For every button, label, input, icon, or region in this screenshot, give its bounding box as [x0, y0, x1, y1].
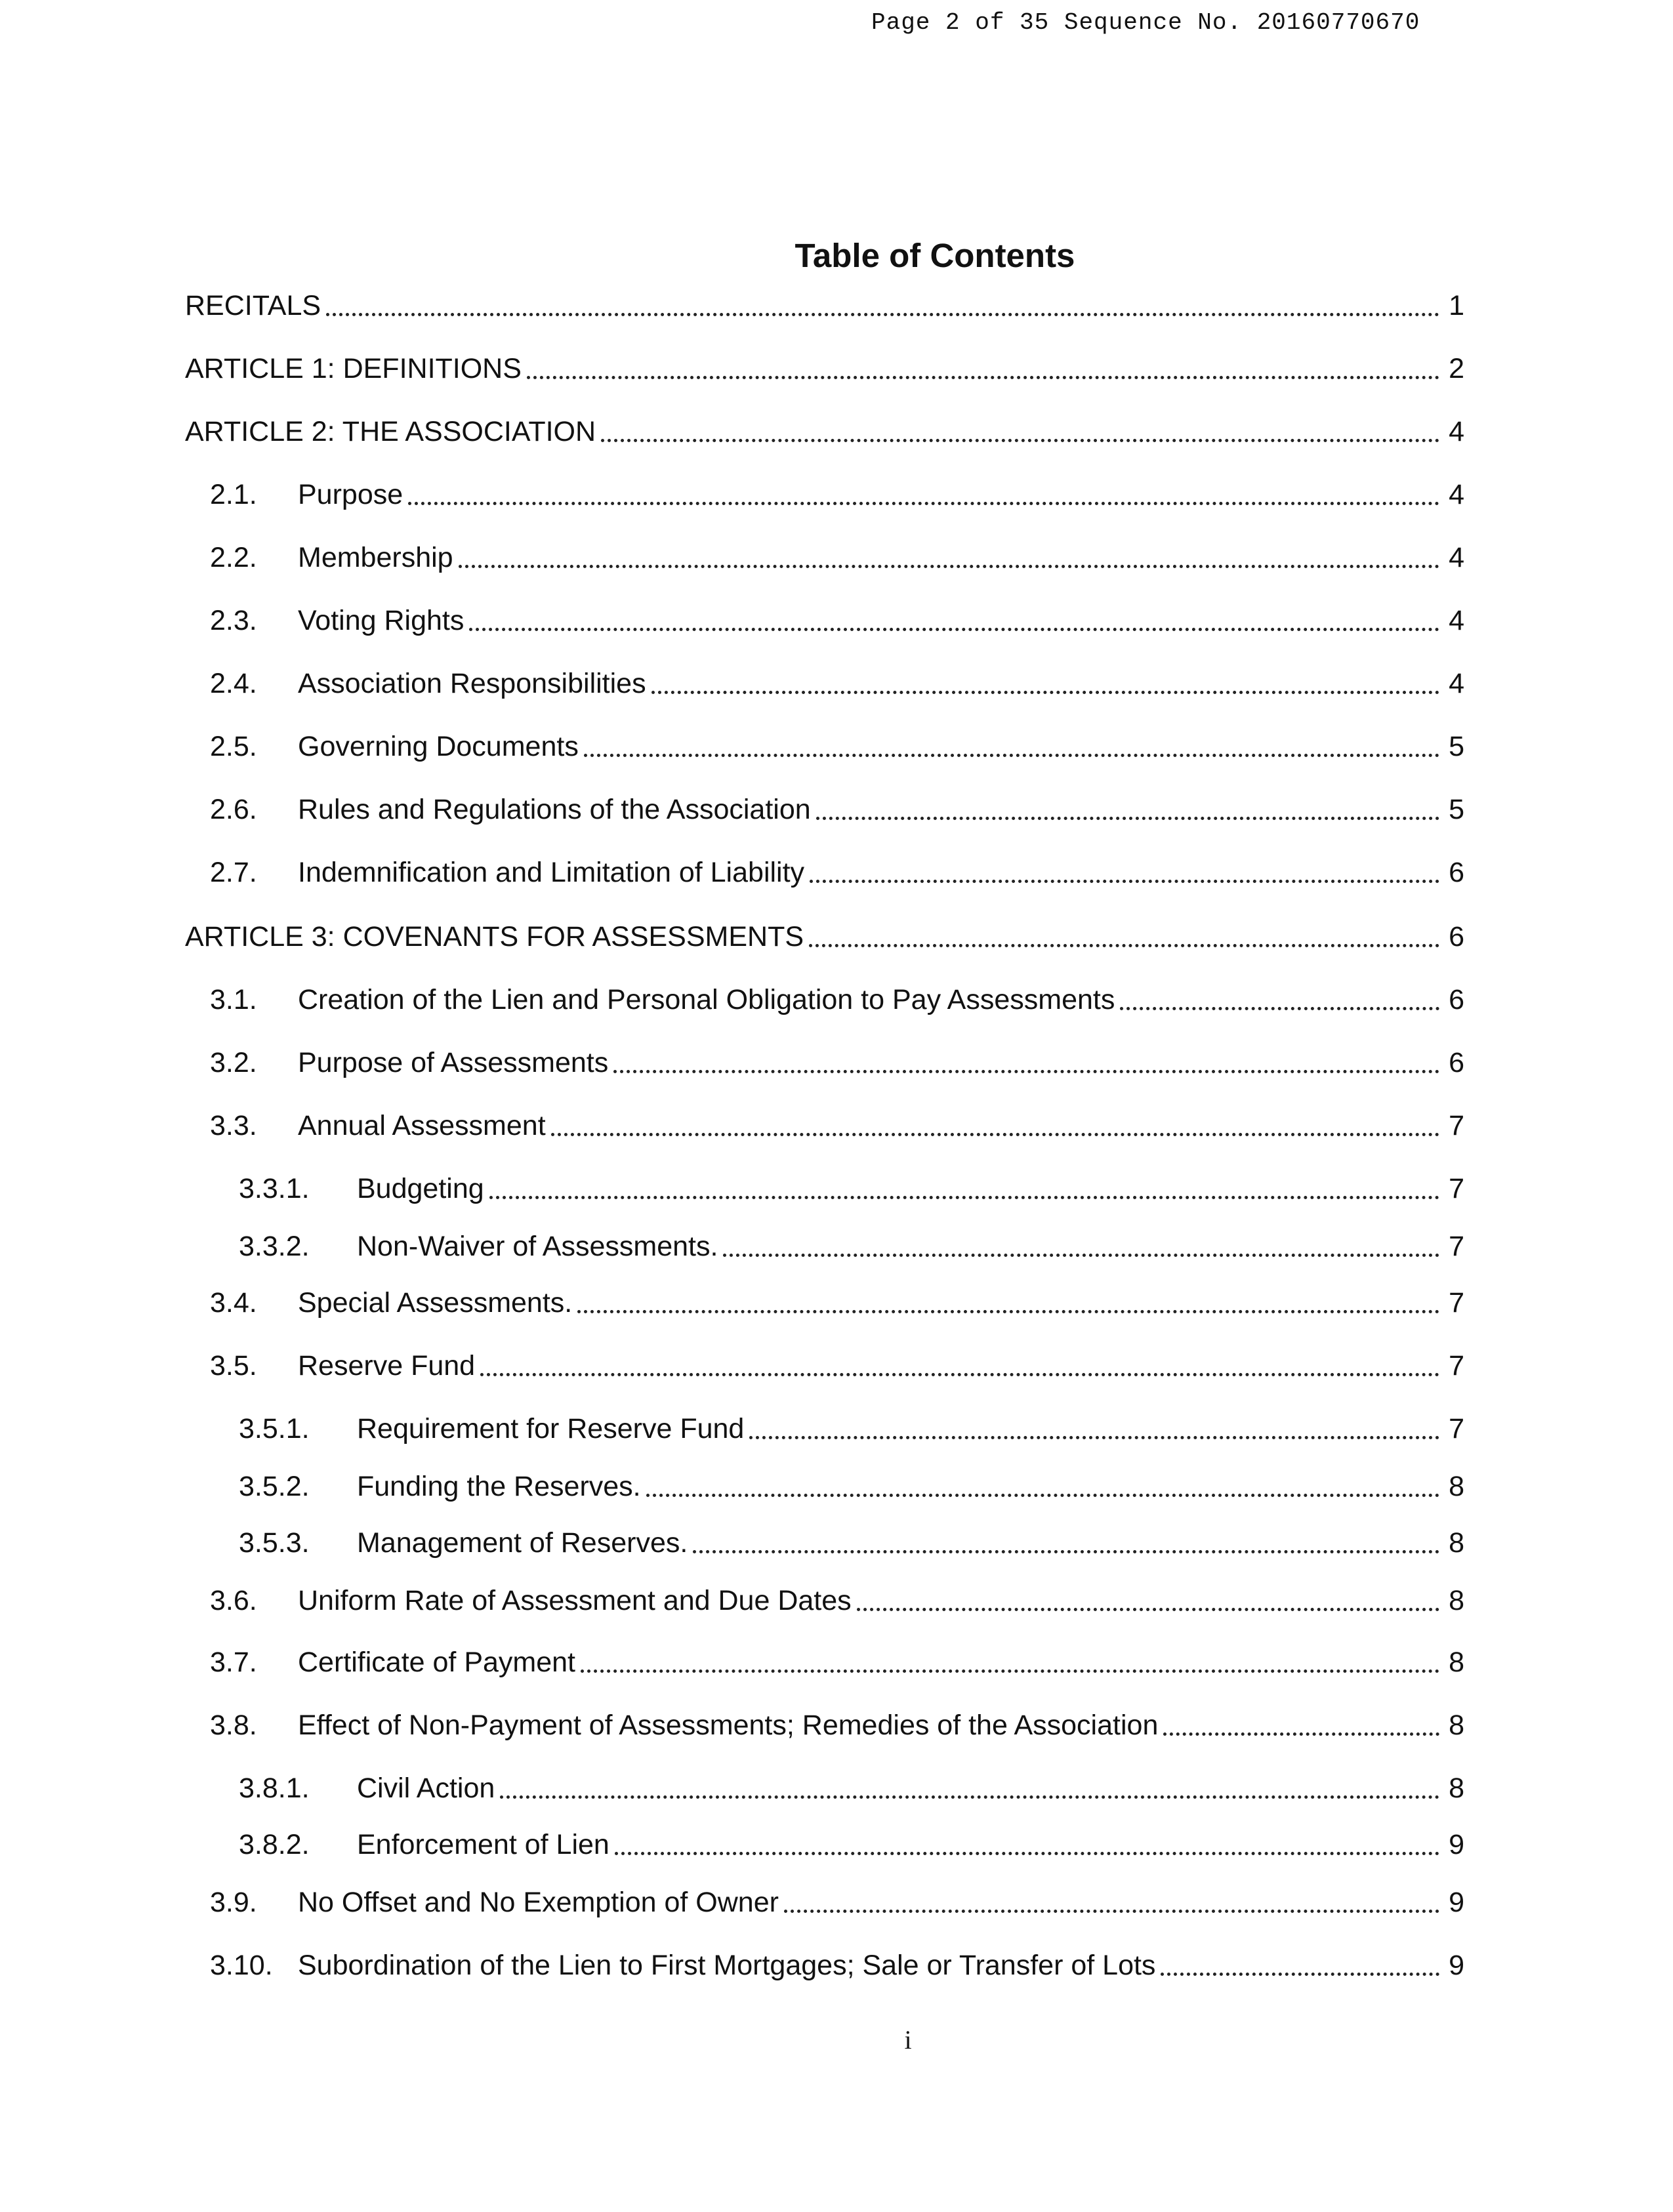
dot-leader	[480, 1373, 1439, 1376]
dot-leader	[601, 439, 1439, 442]
toc-entry-page: 9	[1449, 1887, 1464, 1918]
toc-entry-page: 8	[1449, 1471, 1464, 1502]
toc-entry[interactable]	[185, 407, 1464, 446]
toc-entry[interactable]	[239, 1462, 1464, 1501]
toc-entry-title: Creation of the Lien and Personal Obligation to Pay Assessments	[298, 984, 1115, 1015]
toc-entry-page: 6	[1449, 984, 1464, 1015]
toc-entry-number: 2.1.	[210, 479, 257, 510]
toc-entry-number: 2.4.	[210, 668, 257, 699]
toc-entry-page: 4	[1449, 668, 1464, 699]
toc-entry-title: Budgeting	[357, 1173, 484, 1204]
toc-entry-page: 7	[1449, 1173, 1464, 1204]
toc-entry-title: Voting Rights	[298, 605, 465, 636]
toc-entry-page: 8	[1449, 1527, 1464, 1559]
toc-entry[interactable]	[185, 281, 1464, 320]
toc-entry[interactable]	[185, 344, 1464, 383]
toc-entry[interactable]	[210, 1341, 1464, 1380]
dot-leader	[613, 1070, 1439, 1073]
toc-entry-page: 9	[1449, 1829, 1464, 1860]
dot-leader	[810, 880, 1439, 883]
toc-entry[interactable]	[210, 1038, 1464, 1077]
toc-entry[interactable]	[239, 1164, 1464, 1203]
toc-entry-title: Annual Assessment	[298, 1110, 546, 1141]
dot-leader	[857, 1608, 1439, 1611]
toc-entry-title: RECITALS	[185, 290, 321, 321]
toc-entry-page: 6	[1449, 857, 1464, 888]
toc-entry-number: 3.1.	[210, 984, 257, 1015]
toc-entry-title: Reserve Fund	[298, 1350, 476, 1382]
dot-leader	[469, 628, 1439, 631]
toc-entry-title: Governing Documents	[298, 731, 579, 762]
toc-entry-number: 3.3.2.	[239, 1231, 310, 1262]
dot-leader	[408, 502, 1439, 505]
toc-entry-number: 2.5.	[210, 731, 257, 762]
toc-entry[interactable]	[239, 1820, 1464, 1859]
toc-entry-title: ARTICLE 3: COVENANTS FOR ASSESSMENTS	[185, 921, 804, 952]
dot-leader	[577, 1310, 1439, 1313]
dot-leader	[651, 691, 1439, 694]
toc-entry-number: 3.9.	[210, 1887, 257, 1918]
toc-entry-number: 3.8.	[210, 1710, 257, 1741]
toc-entry-title: Purpose of Assessments	[298, 1047, 609, 1078]
toc-entry-number: 3.3.	[210, 1110, 257, 1141]
toc-entry[interactable]	[239, 1518, 1464, 1557]
toc-entry[interactable]	[210, 1576, 1464, 1615]
toc-entry-title: Subordination of the Lien to First Mortgages; Sale or Transfer of Lots	[298, 1950, 1156, 1981]
toc-entry[interactable]	[210, 596, 1464, 635]
dot-leader	[581, 1669, 1439, 1673]
toc-entry[interactable]	[210, 659, 1464, 698]
dot-leader	[551, 1133, 1439, 1136]
toc-entry[interactable]	[239, 1404, 1464, 1443]
toc-entry-title: Management of Reserves.	[357, 1527, 688, 1559]
toc-entry[interactable]	[210, 533, 1464, 572]
toc-entry-page: 7	[1449, 1350, 1464, 1382]
toc-entry-number: 3.10.	[210, 1950, 273, 1981]
toc-entry-page: 8	[1449, 1772, 1464, 1804]
toc-entry-title: Indemnification and Limitation of Liability	[298, 857, 805, 888]
dot-leader	[527, 376, 1439, 379]
toc-entry-title: Uniform Rate of Assessment and Due Dates	[298, 1585, 852, 1616]
dot-leader	[1161, 1973, 1439, 1976]
toc-entry[interactable]	[210, 848, 1464, 887]
toc-entry-page: 4	[1449, 542, 1464, 573]
toc-entry[interactable]	[185, 912, 1464, 951]
toc-entry-page: 8	[1449, 1585, 1464, 1616]
toc-entry-number: 3.6.	[210, 1585, 257, 1616]
toc-entry-title: Rules and Regulations of the Association	[298, 794, 811, 825]
dot-leader	[1163, 1732, 1439, 1736]
dot-leader	[615, 1852, 1439, 1855]
dot-leader	[749, 1436, 1439, 1439]
toc-entry-number: 3.2.	[210, 1047, 257, 1078]
toc-entry-page: 7	[1449, 1413, 1464, 1444]
dot-leader	[1120, 1007, 1439, 1010]
toc-entry-number: 2.6.	[210, 794, 257, 825]
toc-entry-title: Non-Waiver of Assessments.	[357, 1231, 718, 1262]
dot-leader	[646, 1494, 1439, 1497]
toc-entry-number: 3.5.1.	[239, 1413, 310, 1444]
toc-entry-title: ARTICLE 2: THE ASSOCIATION	[185, 416, 596, 447]
toc-entry-title: Civil Action	[357, 1772, 495, 1804]
toc-entry[interactable]	[210, 1637, 1464, 1677]
toc-entry-title: Requirement for Reserve Fund	[357, 1413, 745, 1444]
toc-entry-page: 9	[1449, 1950, 1464, 1981]
toc-entry-number: 3.5.	[210, 1350, 257, 1382]
toc-entry-title: No Offset and No Exemption of Owner	[298, 1887, 779, 1918]
toc-entry-page: 1	[1449, 290, 1464, 321]
toc-entry-page: 8	[1449, 1710, 1464, 1741]
toc-entry-page: 7	[1449, 1287, 1464, 1319]
toc-entry-number: 3.8.2.	[239, 1829, 310, 1860]
toc-entry-number: 3.8.1.	[239, 1772, 310, 1804]
toc-entry-number: 3.4.	[210, 1287, 257, 1319]
toc-entry-number: 3.7.	[210, 1647, 257, 1678]
toc-entry[interactable]	[239, 1221, 1464, 1261]
toc-entry[interactable]	[210, 1278, 1464, 1317]
page-title: Table of Contents	[795, 237, 1075, 274]
toc-entry[interactable]	[210, 470, 1464, 509]
toc-entry-page: 6	[1449, 1047, 1464, 1078]
toc-entry-number: 3.5.2.	[239, 1471, 310, 1502]
toc-entry[interactable]	[210, 1101, 1464, 1140]
toc-entry-page: 7	[1449, 1110, 1464, 1141]
toc-entry-title: ARTICLE 1: DEFINITIONS	[185, 353, 522, 384]
toc-entry-title: Funding the Reserves.	[357, 1471, 641, 1502]
toc-entry-page: 4	[1449, 605, 1464, 636]
dot-leader	[723, 1254, 1439, 1257]
page-sequence-text: Page 2 of 35 Sequence No. 20160770670	[871, 9, 1420, 36]
toc-entry-title: Special Assessments.	[298, 1287, 573, 1319]
toc-entry-title: Certificate of Payment	[298, 1647, 576, 1678]
toc-entry-number: 3.5.3.	[239, 1527, 310, 1559]
toc-entry-number: 2.2.	[210, 542, 257, 573]
toc-entry[interactable]	[210, 785, 1464, 824]
page-footer	[0, 2024, 1673, 2055]
toc-entry-number: 2.3.	[210, 605, 257, 636]
toc-entry-page: 8	[1449, 1647, 1464, 1678]
dot-leader	[784, 1910, 1439, 1913]
toc-entry-number: 3.3.1.	[239, 1173, 310, 1204]
dot-leader	[459, 565, 1439, 568]
toc-entry[interactable]	[239, 1763, 1464, 1803]
toc-entry-title: Association Responsibilities	[298, 668, 646, 699]
toc-entry[interactable]	[210, 975, 1464, 1014]
toc-entry-title: Effect of Non-Payment of Assessments; Remedies of the Association	[298, 1710, 1159, 1741]
toc-entry-page: 7	[1449, 1231, 1464, 1262]
toc-entry[interactable]	[210, 1700, 1464, 1740]
dot-leader	[489, 1196, 1439, 1199]
toc-entry-title: Enforcement of Lien	[357, 1829, 609, 1860]
dot-leader	[693, 1550, 1439, 1553]
toc-entry[interactable]	[210, 722, 1464, 761]
toc-entry-page: 5	[1449, 794, 1464, 825]
toc-entry-page: 4	[1449, 416, 1464, 447]
dot-leader	[809, 944, 1439, 947]
dot-leader	[326, 313, 1439, 316]
toc-entry[interactable]	[210, 1877, 1464, 1917]
toc-entry-title: Purpose	[298, 479, 403, 510]
toc-entry-page: 5	[1449, 731, 1464, 762]
footer-page-number: i	[904, 2025, 912, 2055]
toc-entry[interactable]	[210, 1940, 1464, 1980]
toc-entry-page: 2	[1449, 353, 1464, 384]
toc-entry-page: 4	[1449, 479, 1464, 510]
toc-entry-number: 2.7.	[210, 857, 257, 888]
dot-leader	[500, 1795, 1439, 1799]
toc-entry-page: 6	[1449, 921, 1464, 952]
dot-leader	[816, 817, 1439, 820]
dot-leader	[584, 754, 1439, 757]
toc-entry-title: Membership	[298, 542, 453, 573]
